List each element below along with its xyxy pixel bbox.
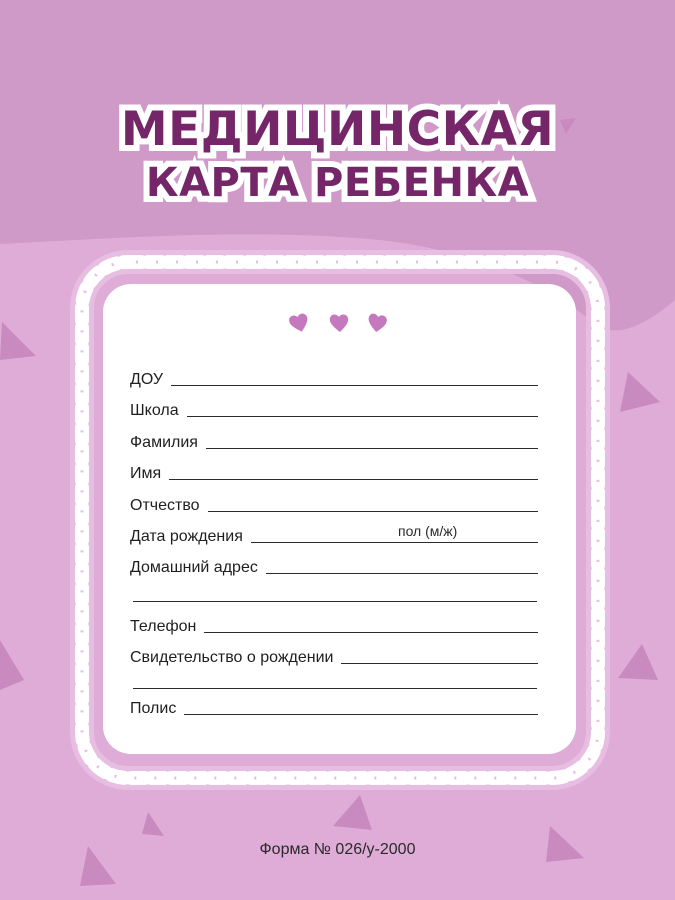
field-name bbox=[130, 458, 538, 482]
field-surname-input-line[interactable] bbox=[206, 448, 538, 449]
field-school-input-line[interactable] bbox=[187, 416, 538, 417]
field-label: Телефон bbox=[130, 618, 197, 635]
birth-certificate-second-line[interactable] bbox=[133, 688, 537, 689]
field-home-address-input-line[interactable] bbox=[266, 573, 538, 574]
field-surname bbox=[130, 427, 538, 451]
title-line-1: МЕДИЦИНСКАЯ bbox=[120, 102, 555, 157]
field-label: Дата рождения bbox=[130, 528, 243, 545]
three-hearts-icon bbox=[288, 312, 388, 334]
field-dou-input-line[interactable] bbox=[171, 385, 538, 386]
field-policy bbox=[130, 693, 538, 717]
field-patronymic bbox=[130, 490, 538, 514]
field-label: Фамилия bbox=[130, 434, 198, 451]
field-label: Полис bbox=[130, 700, 177, 717]
field-label: Отчество bbox=[130, 497, 200, 514]
heart-icon bbox=[366, 313, 388, 334]
field-label: Свидетельство о рождении bbox=[130, 649, 334, 666]
form-number: Форма № 026/у-2000 bbox=[259, 841, 416, 858]
field-name-input-line[interactable] bbox=[169, 479, 538, 480]
field-dou bbox=[130, 364, 538, 388]
field-phone-input-line[interactable] bbox=[204, 632, 538, 633]
field-birth-certificate-input-line[interactable] bbox=[341, 663, 538, 664]
field-label: Имя bbox=[130, 465, 162, 482]
field-policy-input-line[interactable] bbox=[184, 714, 538, 715]
field-birth-date-input-line[interactable] bbox=[251, 542, 538, 543]
heart-icon bbox=[330, 314, 348, 332]
field-phone bbox=[130, 611, 538, 635]
field-patronymic-input-line[interactable] bbox=[208, 511, 538, 512]
field-label: ДОУ bbox=[130, 371, 164, 388]
title-line-2: КАРТА РЕБЕНКА bbox=[145, 160, 530, 206]
field-label: Домашний адрес bbox=[130, 559, 258, 576]
field-home-address bbox=[130, 552, 538, 576]
field-school bbox=[130, 395, 538, 419]
field-birth-certificate bbox=[130, 642, 538, 666]
heart-icon bbox=[288, 313, 310, 334]
sex-label: пол (м/ж) bbox=[398, 523, 458, 539]
field-birth-date bbox=[130, 521, 538, 545]
home-address-second-line[interactable] bbox=[133, 601, 537, 602]
form-card bbox=[103, 284, 576, 754]
field-label: Школа bbox=[130, 402, 179, 419]
